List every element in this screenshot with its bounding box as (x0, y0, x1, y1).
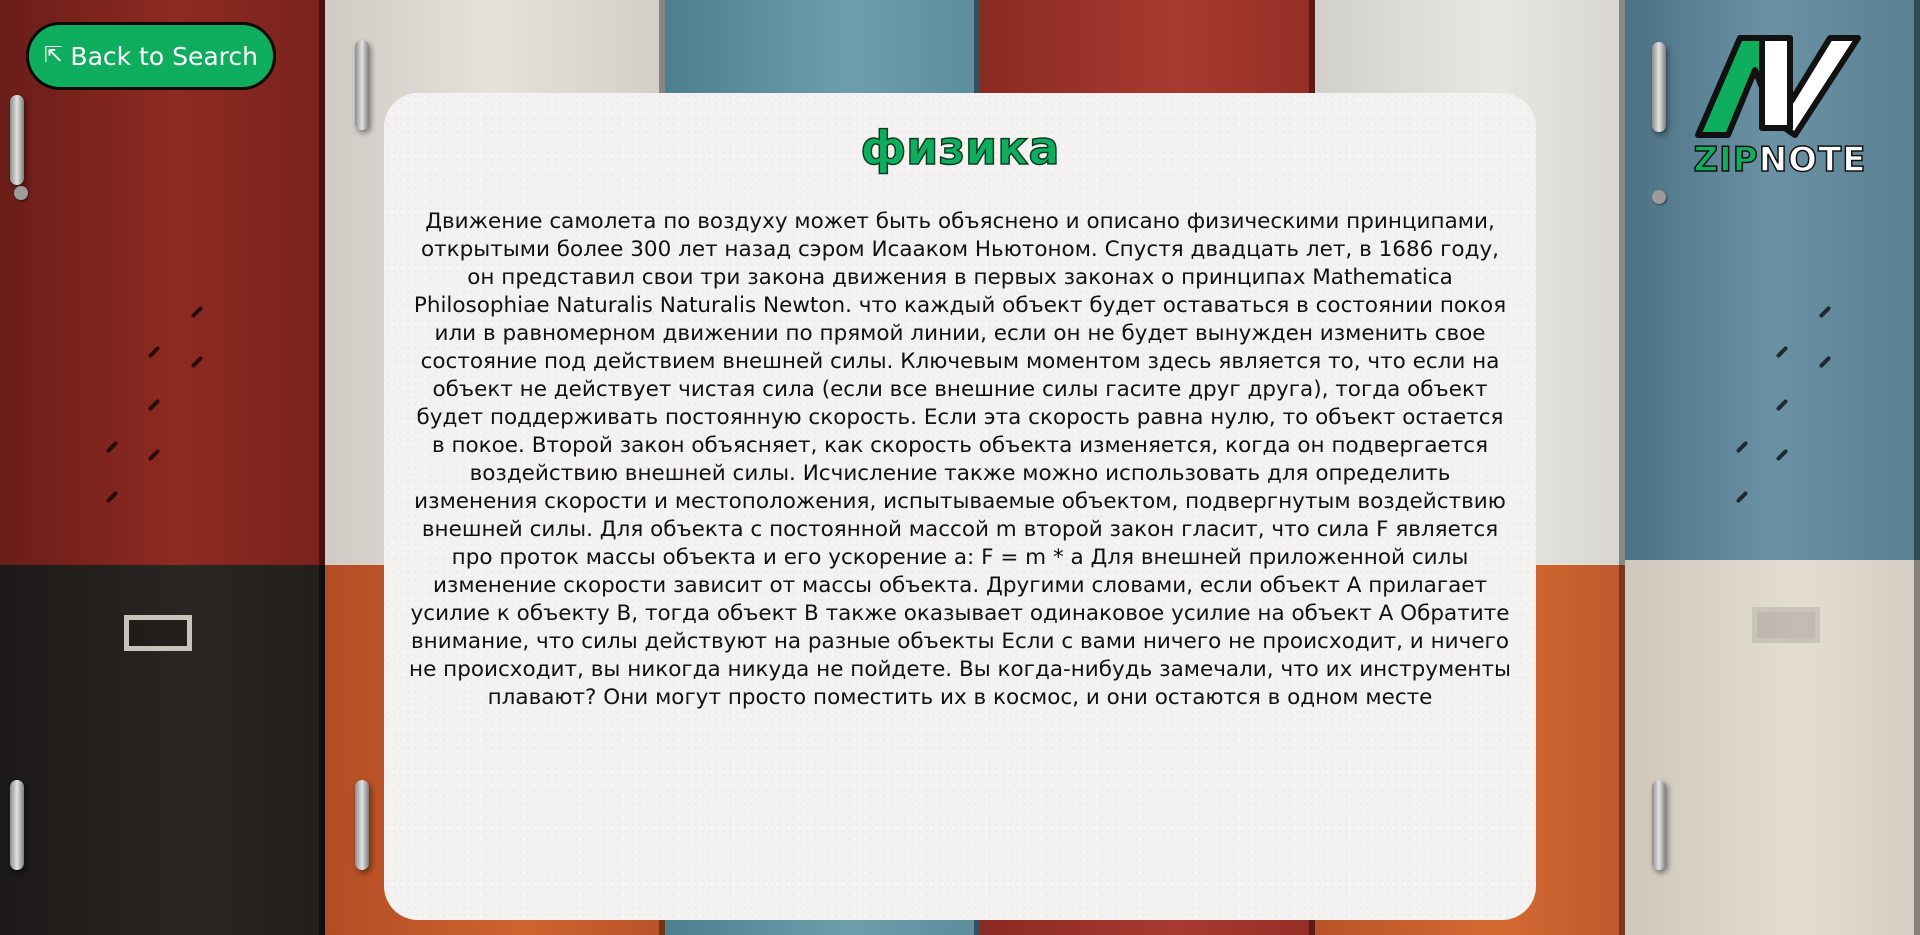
locker-knob (14, 186, 28, 200)
locker-handle (1652, 42, 1666, 132)
logo-zip-text: ZIP (1693, 140, 1759, 180)
zipnote-logo-mark (1680, 30, 1880, 140)
zipnote-logo (1680, 30, 1880, 180)
locker-knob (1652, 190, 1666, 204)
back-to-search-label: Back to Search (70, 41, 258, 71)
arrow-up-left-icon: ⇱ (43, 43, 63, 68)
locker-handle (355, 780, 369, 870)
note-card (384, 93, 1536, 920)
locker-handle (10, 780, 24, 870)
locker-label-frame (1752, 607, 1820, 643)
logo-note-text: NOTE (1758, 140, 1867, 180)
locker-handle (1652, 780, 1666, 870)
locker-label-frame (124, 615, 192, 651)
note-title: физика (860, 121, 1060, 175)
back-to-search-button[interactable] (26, 22, 276, 90)
note-body: Движение самолета по воздуху может быть объяснено и описано физическими принципами, открытыми более 300 лет назад сэром Исааком Ньютоном. Спустя двадцать лет, в 1686 году, он представил свои три закона движения в первых законах о принципах Mathematica Philosophiae Naturalis Naturalis Newton. что каждый объект будет оставаться в состоянии покоя или в равномерном движении по прямой линии, если он не будет вынужден изменить свое состояние под действием внешней силы. Ключевым моментом здесь является то, что если на объект не действует чистая сила (если все внешние силы гасите друг друга), тогда объект будет поддерживать постоянную скорость. Если эта скорость равна нулю, то объект остается в покое. Второй закон объясняет, как скорость объекта изменяется, когда он подвергается воздействию внешней силы. Исчисление также можно использовать для определить изменения скорости и местоположения, испытываемые объектом, подвергнутым воздействию внешней силы. Для объекта с постоянной массой m второй закон гласит, что сила F является про проток массы объекта и его ускорение a: F = m * a Для внешней приложенной силы изменение скорости зависит от массы объекта. Другими словами, если объект A прилагает усилие к объекту B, тогда объект B также оказывает одинаковое усилие на объект A Обратите внимание, что силы действуют на разные объекты Если с вами ничего не происходит, и ничего не происходит, вы никогда никуда не пойдете. Вы когда-нибудь замечали, что их инструменты плавают? Они могут просто поместить их в космос, и они остаются в одном месте (409, 208, 1511, 710)
zipnote-logo-text (1680, 140, 1880, 180)
locker-handle (355, 40, 369, 130)
locker-handle (10, 95, 24, 185)
